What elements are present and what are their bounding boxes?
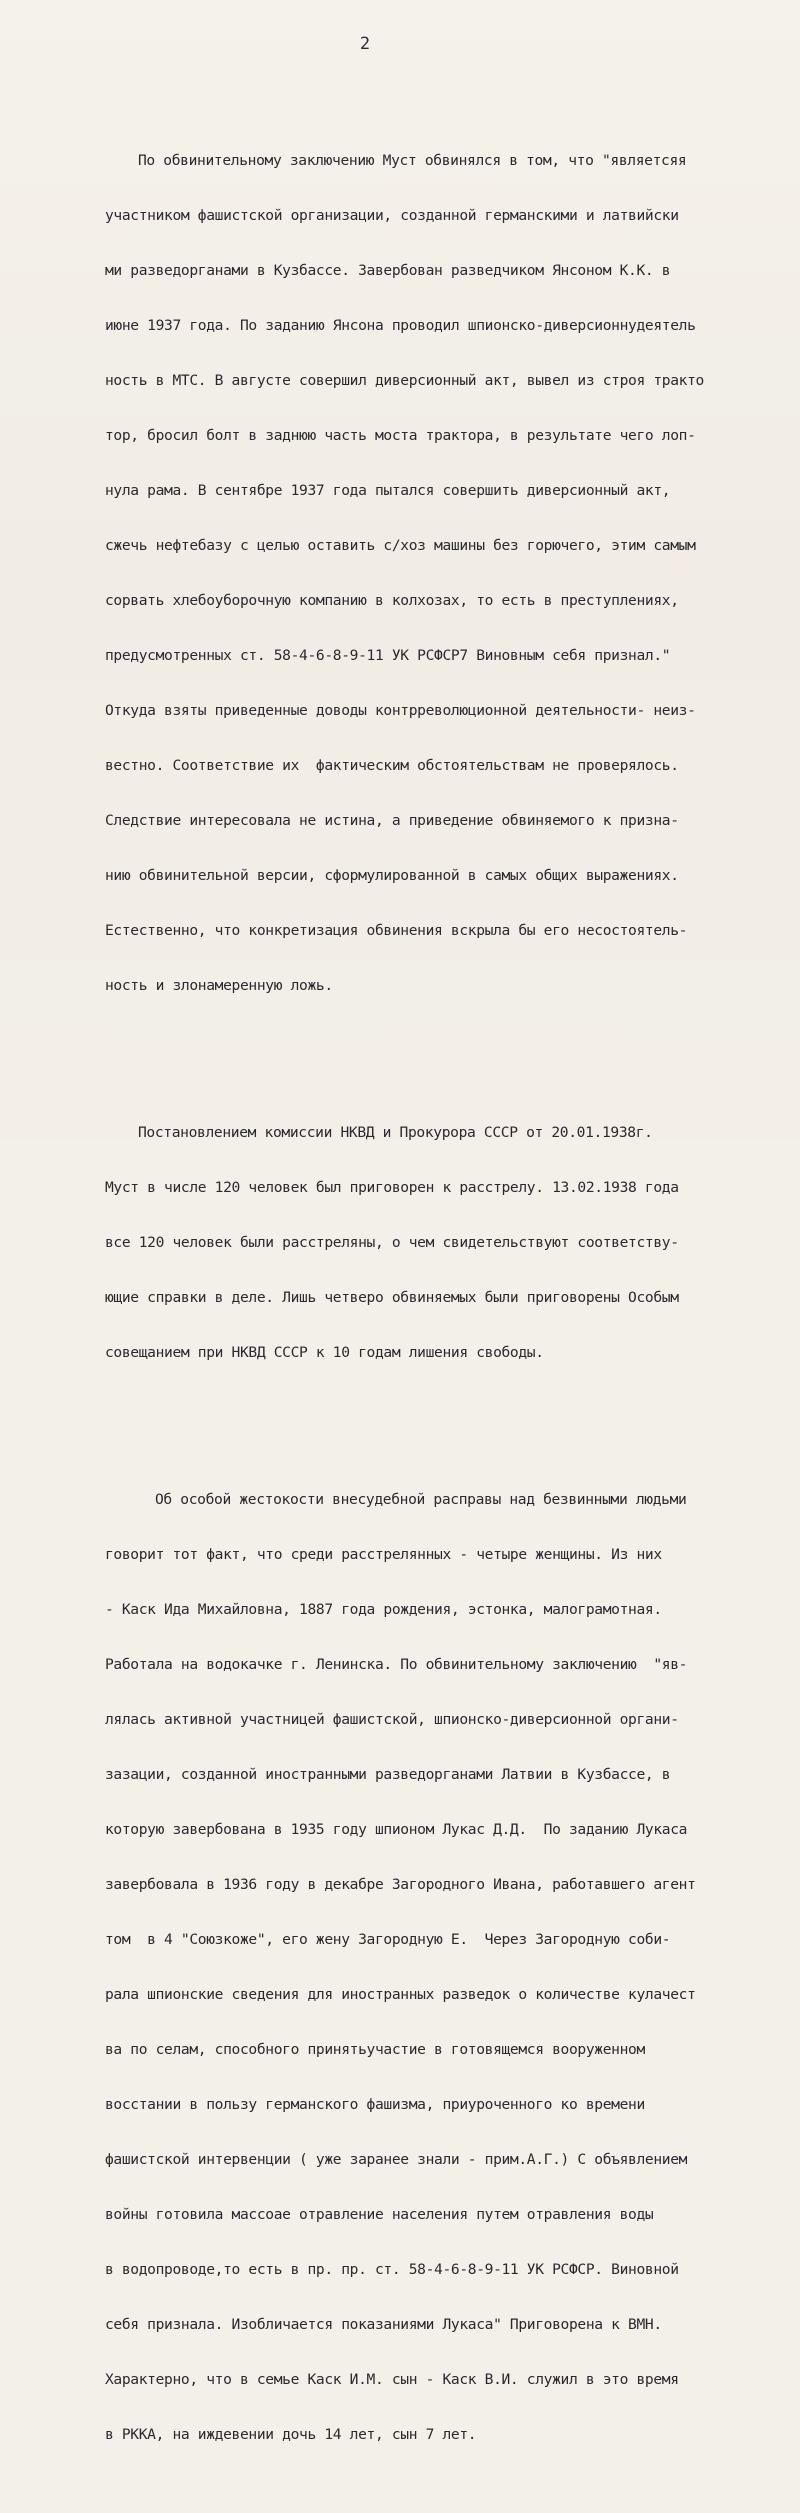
page-number: 2 [359, 34, 371, 54]
text-line: говорит тот факт, что среди расстрелянных - четыре женщины. Из них [105, 1546, 662, 1563]
text-line: По обвинительному заключению Муст обвинялся в том, что "являетсяя [138, 152, 687, 169]
text-line: рала шпионские сведения для иностранных разведок о количестве кулачест [105, 1986, 696, 2003]
text-line: завербовала в 1936 году в декабре Загородного Ивана, работавшего агент [105, 1876, 696, 1893]
text-line: в РККА, на иждевении дочь 14 лет, сын 7 лет. [105, 2426, 477, 2443]
text-line: ва по селам, способного принятьучастие в готовящемся вооруженном [105, 2041, 645, 2058]
text-line: нию обвинительной версии, сформулированной в самых общих выражениях. [105, 867, 679, 884]
text-line: в водопроводе,то есть в пр. пр. ст. 58-4-6-8-9-11 УК РСФСР. Виновной [105, 2261, 679, 2278]
text-line: Откуда взяты приведенные доводы контрреволюционной деятельности- неиз- [105, 702, 696, 719]
text-line: восстании в пользу германского фашизма, приуроченного ко времени [105, 2096, 645, 2113]
paragraph-2 [105, 1088, 800, 1397]
text-line: предусмотренных ст. 58-4-6-8-9-11 УК РСФСР7 Виновным себя признал." [105, 647, 671, 664]
text-line: все 120 человек были расстреляны, о чем свидетельствуют соответству- [105, 1234, 679, 1251]
text-line: ющие справки в деле. Лишь четверо обвиняемых были приговорены Особым [105, 1289, 679, 1306]
text-line: Об особой жестокости внесудебной расправы над безвинными людьми [155, 1491, 687, 1508]
text-line: ность и злонамеренную ложь. [105, 977, 333, 994]
text-line: зазации, созданной иностранными разведорганами Латвии в Кузбассе, в [105, 1766, 671, 1783]
text-line: сорвать хлебоуборочную компанию в колхозах, то есть в преступлениях, [105, 592, 679, 609]
paragraph-1 [105, 116, 800, 1030]
text-line: вестно. Соответствие их фактическим обстоятельствам не проверялось. [105, 757, 679, 774]
text-line: Следствие интересовала не истина, а приведение обвиняемого к призна- [105, 812, 679, 829]
text-line: нула рама. В сентябре 1937 года пытался совершить диверсионный акт, [105, 482, 671, 499]
text-line: себя признала. Изобличается показаниями Лукаса" Приговорена к ВМН. [105, 2316, 662, 2333]
text-line: - Каск Ида Михайловна, 1887 года рождения, эстонка, малограмотная. [105, 1601, 662, 1618]
text-line: том в 4 "Союзкоже", его жену Загородную Е. Через Загородную соби- [105, 1931, 671, 1948]
text-line: Работала на водокачке г. Ленинска. По обвинительному заключению "яв- [105, 1656, 688, 1673]
text-line: Естественно, что конкретизация обвинения вскрыла бы его несостоятель- [105, 922, 688, 939]
text-line: сжечь нефтебазу с целью оставить с/хоз машины без горючего, этим самым [105, 537, 696, 554]
text-line: участником фашистской организации, созданной германскими и латвийски [105, 207, 679, 224]
text-line: Характерно, что в семье Каск И.М. сын - Каск В.И. служил в это время [105, 2371, 679, 2388]
text-line: Постановлением комиссии НКВД и Прокурора СССР от 20.01.1938г. [138, 1124, 653, 1141]
text-line: тор, бросил болт в заднюю часть моста трактора, в результате чего лоп- [105, 427, 696, 444]
text-line: июне 1937 года. По заданию Янсона проводил шпионско-диверсионнудеятель [105, 317, 696, 334]
body-text [105, 82, 800, 2513]
text-line: которую завербована в 1935 году шпионом Лукас Д.Д. По заданию Лукаса [105, 1821, 688, 1838]
text-line: войны готовила массоае отравление населения путем отравления воды [105, 2206, 654, 2223]
text-line: лялась активной участницей фашистской, шпионско-диверсионной органи- [105, 1711, 679, 1728]
text-line: ность в МТС. В августе совершил диверсионный акт, вывел из строя тракто [105, 372, 704, 389]
paragraph-3 [105, 1455, 800, 2479]
text-line: фашистской интервенции ( уже заранее знали - прим.А.Г.) С объявлением [105, 2151, 688, 2168]
text-line: совещанием при НКВД СССР к 10 годам лишения свободы. [105, 1344, 544, 1361]
text-line: Муст в числе 120 человек был приговорен к расстрелу. 13.02.1938 года [105, 1179, 679, 1196]
text-line: ми разведорганами в Кузбассе. Завербован разведчиком Янсоном К.К. в [105, 262, 671, 279]
